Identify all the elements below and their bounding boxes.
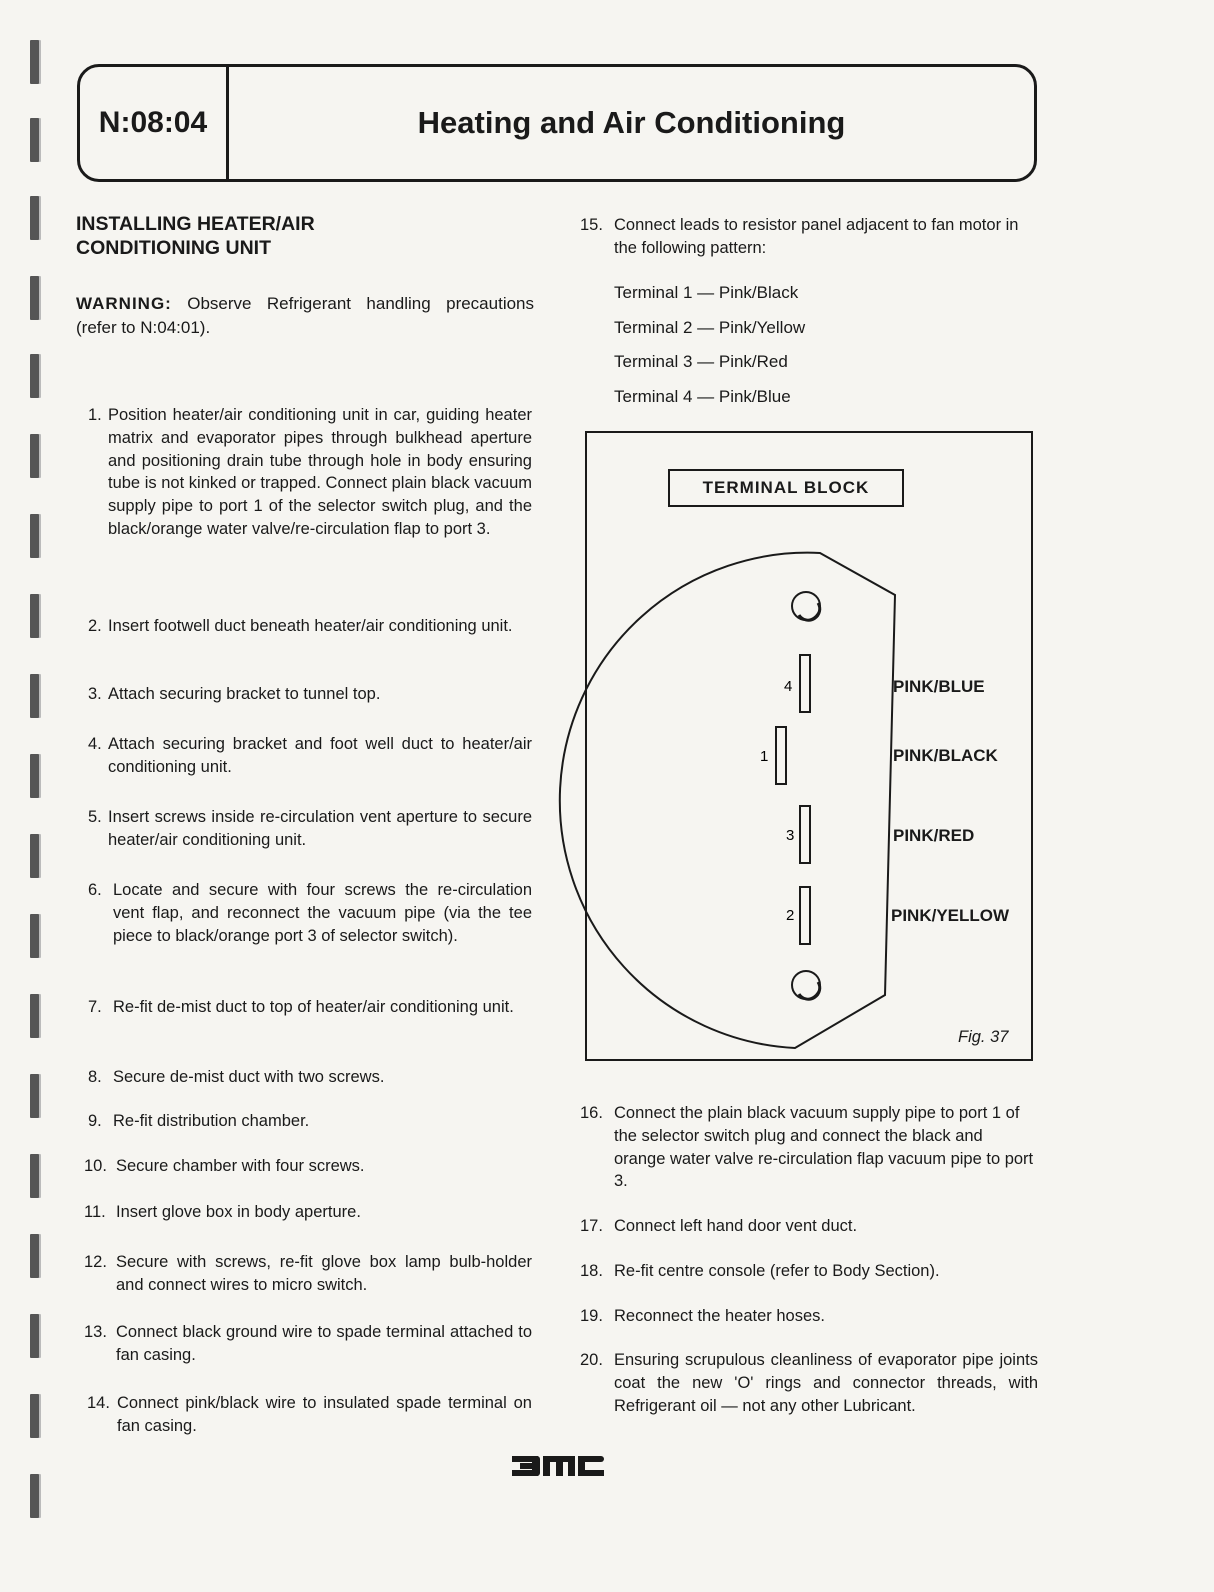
- step-number: 11.: [84, 1203, 106, 1221]
- step-text: Insert footwell duct beneath heater/air conditioning unit.: [108, 617, 513, 635]
- step-text: Connect black ground wire to spade terminal attached to fan casing.: [116, 1323, 532, 1364]
- section-heading: INSTALLING HEATER/AIR CONDITIONING UNIT: [76, 213, 315, 259]
- step-text: Connect leads to resistor panel adjacent to fan motor in the following pattern:: [614, 216, 1019, 257]
- terminal-pin: [800, 655, 810, 712]
- step-number: 13.: [84, 1323, 107, 1341]
- step-text: Re-fit centre console (refer to Body Section).: [614, 1262, 940, 1280]
- step-text: Locate and secure with four screws the re-circulation vent flap, and reconnect the vacuum pipe (via the tee piece to black/orange port 3 of selector switch).: [113, 881, 532, 945]
- step-text: Attach securing bracket to tunnel top.: [108, 685, 381, 703]
- step-number: 18.: [580, 1262, 603, 1280]
- step-number: 6.: [88, 881, 102, 899]
- pin-number: 4: [784, 678, 793, 695]
- terminal-item: Terminal 1 — Pink/Black: [614, 283, 799, 302]
- step-text: Attach securing bracket and foot well duct to heater/air conditioning unit.: [108, 735, 532, 776]
- step-number: 16.: [580, 1104, 603, 1122]
- step-text: Position heater/air conditioning unit in car, guiding heater matrix and evaporator pipes through bulkhead aperture and positioning drain tube through hole in body ensuring tube is not kinked or trapped. Connect plain black vacuum supply pipe to port 1 of the selector switch plug, and the black/orange water valve/re-circulation flap to port 3.: [108, 406, 532, 538]
- step-20: [580, 1349, 1038, 1417]
- step-number: 20.: [580, 1351, 603, 1369]
- warning-label: WARNING:: [76, 294, 172, 313]
- step-number: 12.: [84, 1253, 107, 1271]
- step-number: 17.: [580, 1217, 603, 1235]
- page-title: Heating and Air Conditioning: [417, 105, 846, 140]
- step-text: Ensuring scrupulous cleanliness of evaporator pipe joints coat the new 'O' rings and connector threads, with Refrigerant oil — not any other Lubricant.: [614, 1351, 1038, 1415]
- step-text: Connect pink/black wire to insulated spade terminal on fan casing.: [117, 1394, 532, 1435]
- step-number: 15.: [580, 216, 603, 234]
- step-number: 3.: [88, 685, 102, 703]
- step-number: 1.: [88, 406, 102, 424]
- step-text: Secure with screws, re-fit glove box lamp bulb-holder and connect wires to micro switch.: [116, 1253, 532, 1294]
- wire-label-pink-blue: PINK/BLUE: [893, 677, 985, 696]
- step-text: Secure chamber with four screws.: [116, 1157, 365, 1175]
- step-number: 4.: [88, 735, 102, 753]
- step-text: Connect left hand door vent duct.: [614, 1217, 858, 1235]
- step-number: 19.: [580, 1307, 603, 1325]
- wire-label-pink-black: PINK/BLACK: [893, 746, 998, 765]
- step-number: 5.: [88, 808, 102, 826]
- step-number: 9.: [88, 1112, 102, 1130]
- step-number: 2.: [88, 617, 102, 635]
- dmc-logo: [510, 1453, 606, 1479]
- terminal-item: Terminal 2 — Pink/Yellow: [614, 317, 806, 337]
- bottom-mounting-hole: [792, 971, 820, 999]
- step-number: 10.: [84, 1157, 107, 1175]
- pin-number: 2: [786, 907, 795, 924]
- wire-label-pink-yellow: PINK/YELLOW: [891, 906, 1010, 925]
- terminal-block-label: TERMINAL BLOCK: [668, 469, 904, 507]
- section-code: N:08:04: [98, 106, 208, 139]
- step-text: Insert screws inside re-circulation vent aperture to secure heater/air conditioning unit.: [108, 808, 532, 849]
- warning-text: Observe Refrigerant handling precautions (refer to N:04:01).: [76, 294, 534, 337]
- step-number: 8.: [88, 1068, 102, 1086]
- terminal-pin: [800, 887, 810, 944]
- step-text: Connect the plain black vacuum supply pipe to port 1 of the selector switch plug and connect the black and orange water valve re-circulation flap vacuum pipe to port 3.: [614, 1104, 1034, 1191]
- step-text: Re-fit de-mist duct to top of heater/air conditioning unit.: [113, 998, 514, 1016]
- step-number: 7.: [88, 998, 102, 1016]
- step-19: [580, 1305, 1038, 1328]
- step-18: [580, 1260, 1038, 1283]
- step-number: 14.: [87, 1394, 110, 1412]
- terminal-pin: [776, 727, 786, 784]
- figure-caption: Fig. 37: [958, 1028, 1009, 1046]
- step-text: Secure de-mist duct with two screws.: [113, 1068, 385, 1086]
- step-text: Reconnect the heater hoses.: [614, 1307, 825, 1325]
- top-mounting-hole: [792, 592, 820, 620]
- wire-label-pink-red: PINK/RED: [893, 826, 975, 845]
- step-text: Re-fit distribution chamber.: [113, 1112, 310, 1130]
- terminal-pin: [800, 806, 810, 863]
- terminal-item: Terminal 4 — Pink/Blue: [614, 386, 791, 406]
- step-17: [580, 1215, 1038, 1238]
- pin-number: 3: [786, 827, 795, 844]
- step-16: [580, 1102, 1038, 1193]
- pin-number: 1: [760, 748, 769, 765]
- terminal-block-outline: [560, 553, 895, 1048]
- terminal-item: Terminal 3 — Pink/Red: [614, 352, 788, 371]
- step-text: Insert glove box in body aperture.: [116, 1203, 361, 1221]
